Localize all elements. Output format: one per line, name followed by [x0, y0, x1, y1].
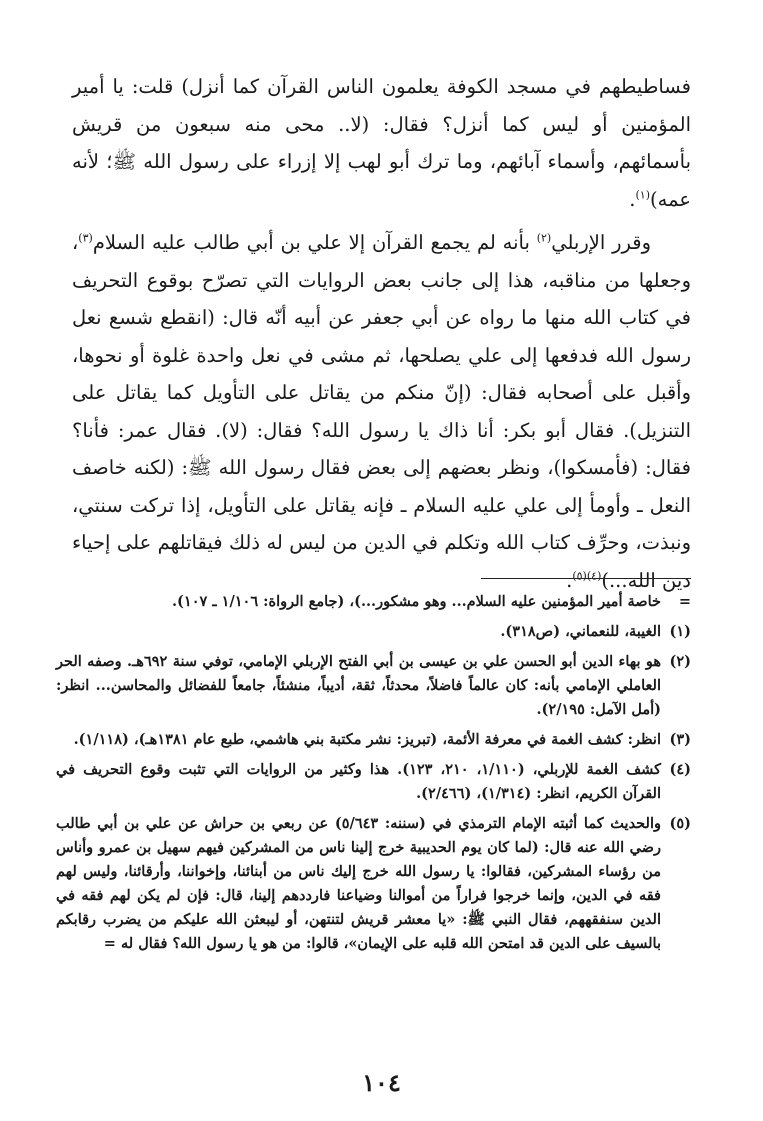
footnote-number: (٤) — [669, 761, 691, 778]
paragraph-1-text: فساطيطهم في مسجد الكوفة يعلمون الناس القرآن كما أنزل) قلت: يا أمير المؤمنين أو ليس كما أنزل؟ فقال: (لا.. محى منه سبعون من قريش بأسمائهم، وأسماء آبائهم، وما ترك أبو لهب إلا إزراء على رسول الله ﷺ؛ لأنه عمه) — [72, 75, 691, 211]
paragraph-1 — [72, 68, 691, 218]
paragraph-1-end: . — [629, 187, 636, 211]
footnote-3 — [56, 728, 691, 752]
footnote-text: هو بهاء الدين أبو الحسن علي بن عيسى بن أبي الفتح الإربلي الإمامي، توفي سنة ٦٩٢هـ. وصفه الحر العاملي الإمامي بأنه: كان عالماً فاضلاً، محدثاً، ثقة، أديباً، منشئاً، جامعاً للفضائل والمحاسن... انظر: (أمل الآمل: ٢/١٩٥). — [56, 653, 661, 718]
page-number: ١٠٤ — [362, 1068, 401, 1097]
continuation-mark: = — [678, 593, 691, 610]
paragraph-2-text-b: بأنه لم يجمع القرآن إلا علي بن أبي طالب عليه السلام — [92, 231, 537, 254]
footnote-number: (٣) — [669, 731, 691, 748]
paragraph-2-end: . — [566, 568, 573, 592]
footnote-continuation — [56, 590, 691, 614]
footnotes — [56, 590, 691, 962]
paragraph-2-text-a: وقرر الإربلي — [551, 231, 651, 254]
footnote-text: كشف الغمة للإربلي، (١/١١٠، ٢١٠، ١٢٣). هذا وكثير من الروايات التي تثبت وقوع التحريف في القرآن الكريم، انظر: (١/٣١٤)، (٢/٤٦٦). — [56, 761, 661, 802]
footnote-2 — [56, 650, 691, 722]
footnote-number: (٥) — [669, 815, 691, 832]
footnote-ref-2[interactable]: (٢) — [536, 231, 552, 245]
main-text — [72, 68, 691, 599]
footnote-text: والحديث كما أثبته الإمام الترمذي في (سننه: ٥/٦٤٣) عن ربعي بن حراش عن علي بن أبي طالب رضي الله عنه قال: (لما كان يوم الحديبية خرج إلينا ناس من المشركين فيهم سهيل بن عمرو وأناس من رؤساء المشركين، فقالوا: يا رسول الله خرج إليك ناس من أبنائنا، وإخواننا، وأرقائنا، وليس لهم فقه في الدين، وإنما خرجوا فراراً من أموالنا وضياعنا فارددهم إلينا، قال: فإن لم يكن لهم فقه في الدين سنفقههم، فقال النبي ﷺ: «يا معشر قريش لتنتهن، أو ليبعثن الله عليكم من يضرب رقابكم بالسيف على الدين قد امتحن الله قلبه على الإيمان»، قالوا: من هو يا رسول الله؟ فقال له = — [56, 815, 661, 952]
footnote-1 — [56, 620, 691, 644]
paragraph-2-text-c: ، وجعلها من مناقبه، هذا إلى جانب بعض الروايات التي تصرّح بوقوع التحريف في كتاب الله منها ما رواه عن أبي جعفر عن أبيه أنّه قال: (انقطع شسع نعل رسول الله فدفعها إلى علي يصلحها، ثم مشى في نعل واحدة غلوة أو نحوها، وأقبل على أصحابه فقال: (إنّ منكم من يقاتل على التأويل كما يقاتل على التنزيل). فقال أبو بكر: أنا ذاك يا رسول الله؟ فقال: (لا). فقال عمر: فأنا؟ فقال: (فأمسكوا)، ونظر بعضهم إلى بعض فقال رسول الله ﷺ: (لكنه خاصف النعل ـ وأومأ إلى علي عليه السلام ـ فإنه يقاتل على التأويل، إذا تركت سنتي، ونبذت، وحرِّف كتاب الله وتكلم في الدين من ليس له ذلك فيقاتلهم على إحياء دين الله...) — [72, 231, 691, 592]
footnote-ref-3[interactable]: (٣) — [78, 231, 93, 245]
paragraph-2 — [72, 224, 691, 599]
footnote-5 — [56, 812, 691, 956]
footnote-number: (٢) — [669, 653, 691, 670]
footnote-continuation-text: خاصة أمير المؤمنين عليه السلام... وهو مشكور...)، (جامع الرواة: ١/١٠٦ ـ ١٠٧). — [172, 593, 661, 610]
footnote-ref-1[interactable]: (١) — [635, 188, 651, 201]
footnote-text: الغيبة، للنعماني، (ص٣١٨). — [500, 623, 661, 640]
footnote-text: انظر: كشف الغمة في معرفة الأئمة، (تبريز: نشر مكتبة بني هاشمي، طبع عام ١٣٨١هـ)، (١/١١٨). — [73, 731, 661, 748]
footnote-4 — [56, 758, 691, 806]
footnote-ref-4-5[interactable]: (٤)(٥) — [572, 569, 602, 582]
footnote-number: (١) — [669, 623, 691, 640]
footnote-separator — [481, 578, 691, 579]
